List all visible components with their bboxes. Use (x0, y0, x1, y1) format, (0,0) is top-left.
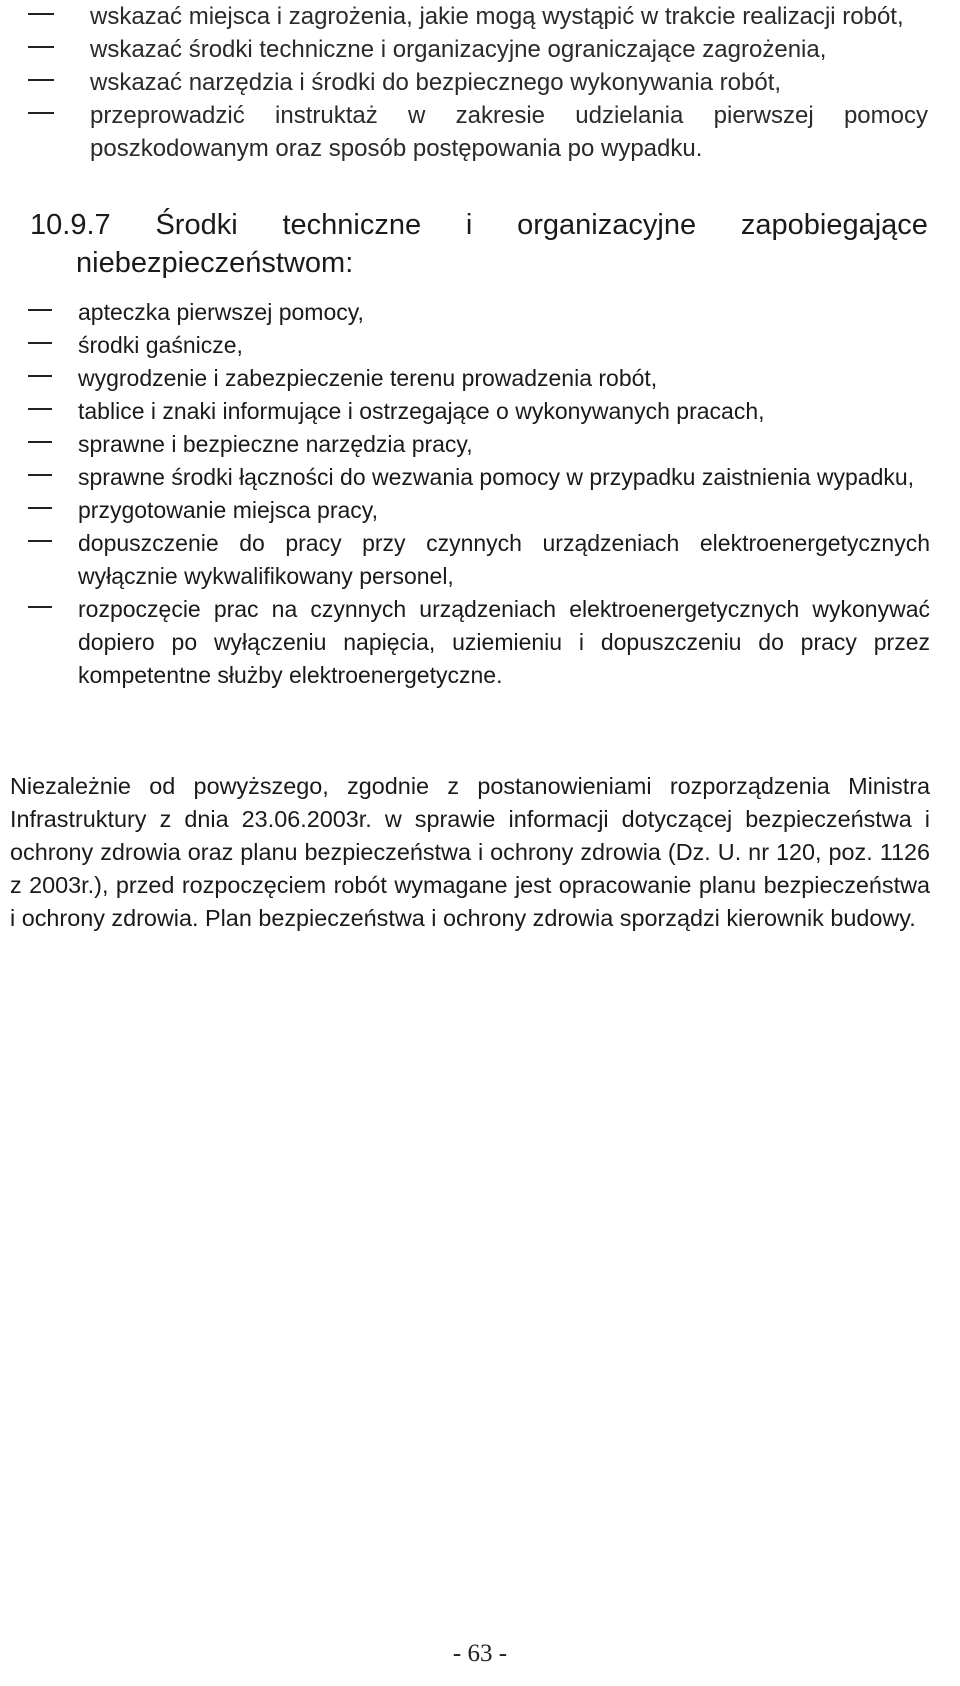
heading-word: i (465, 209, 473, 241)
list-item: tablice i znaki informujące i ostrzegające o wykonywanych pracach, (78, 395, 930, 428)
heading-line-2: niebezpieczeństwom: (76, 247, 354, 279)
page-number: - 63 - (452, 1640, 508, 1667)
heading-word: zapobiegające (740, 209, 928, 241)
list-item: sprawne i bezpieczne narzędzia pracy, (78, 428, 930, 461)
list-item: apteczka pierwszej pomocy, (78, 296, 930, 329)
heading-word: Środki (155, 209, 238, 241)
heading-word: techniczne (282, 209, 422, 241)
list-item: wskazać narzędzia i środki do bezpiecznego wykonywania robót, (90, 66, 928, 99)
list-item: dopuszczenie do pracy przy czynnych urządzeniach elektroenergetycznych wyłącznie wykwalifikowany personel, (78, 527, 930, 593)
list-item: wskazać środki techniczne i organizacyjne ograniczające zagrożenia, (90, 33, 928, 66)
heading-word: organizacyjne (517, 209, 697, 241)
list-item: przygotowanie miejsca pracy, (78, 494, 930, 527)
section-heading (30, 206, 928, 282)
list-item: wygrodzenie i zabezpieczenie terenu prowadzenia robót, (78, 362, 930, 395)
list-item: sprawne środki łączności do wezwania pomocy w przypadku zaistnienia wypadku, (78, 461, 930, 494)
safety-measures-list (78, 296, 930, 692)
list-item: środki gaśnicze, (78, 329, 930, 362)
section-number: 10.9.7 (30, 209, 111, 241)
list-item: rozpoczęcie prac na czynnych urządzeniach elektroenergetycznych wykonywać dopiero po wyłączeniu napięcia, uziemieniu i dopuszczeniu do pracy przez kompetentne służby elektroenergetyczne. (78, 593, 930, 692)
list-item: wskazać miejsca i zagrożenia, jakie mogą wystąpić w trakcie realizacji robót, (90, 0, 928, 33)
list-item: przeprowadzić instruktaż w zakresie udzielania pierwszej pomocy poszkodowanym oraz sposób postępowania po wypadku. (90, 99, 928, 165)
body-paragraph: Niezależnie od powyższego, zgodnie z postanowieniami rozporządzenia Ministra Infrastruktury z dnia 23.06.2003r. w sprawie informacji dotyczącej bezpieczeństwa i ochrony zdrowia oraz planu bezpieczeństwa i ochrony zdrowia (Dz. U. nr 120, poz. 1126 z 2003r.), przed rozpoczęciem robót wymagane jest opracowanie planu bezpieczeństwa i ochrony zdrowia. Plan bezpieczeństwa i ochrony zdrowia sporządzi kierownik budowy. (10, 773, 930, 931)
top-bullet-list (90, 0, 928, 165)
